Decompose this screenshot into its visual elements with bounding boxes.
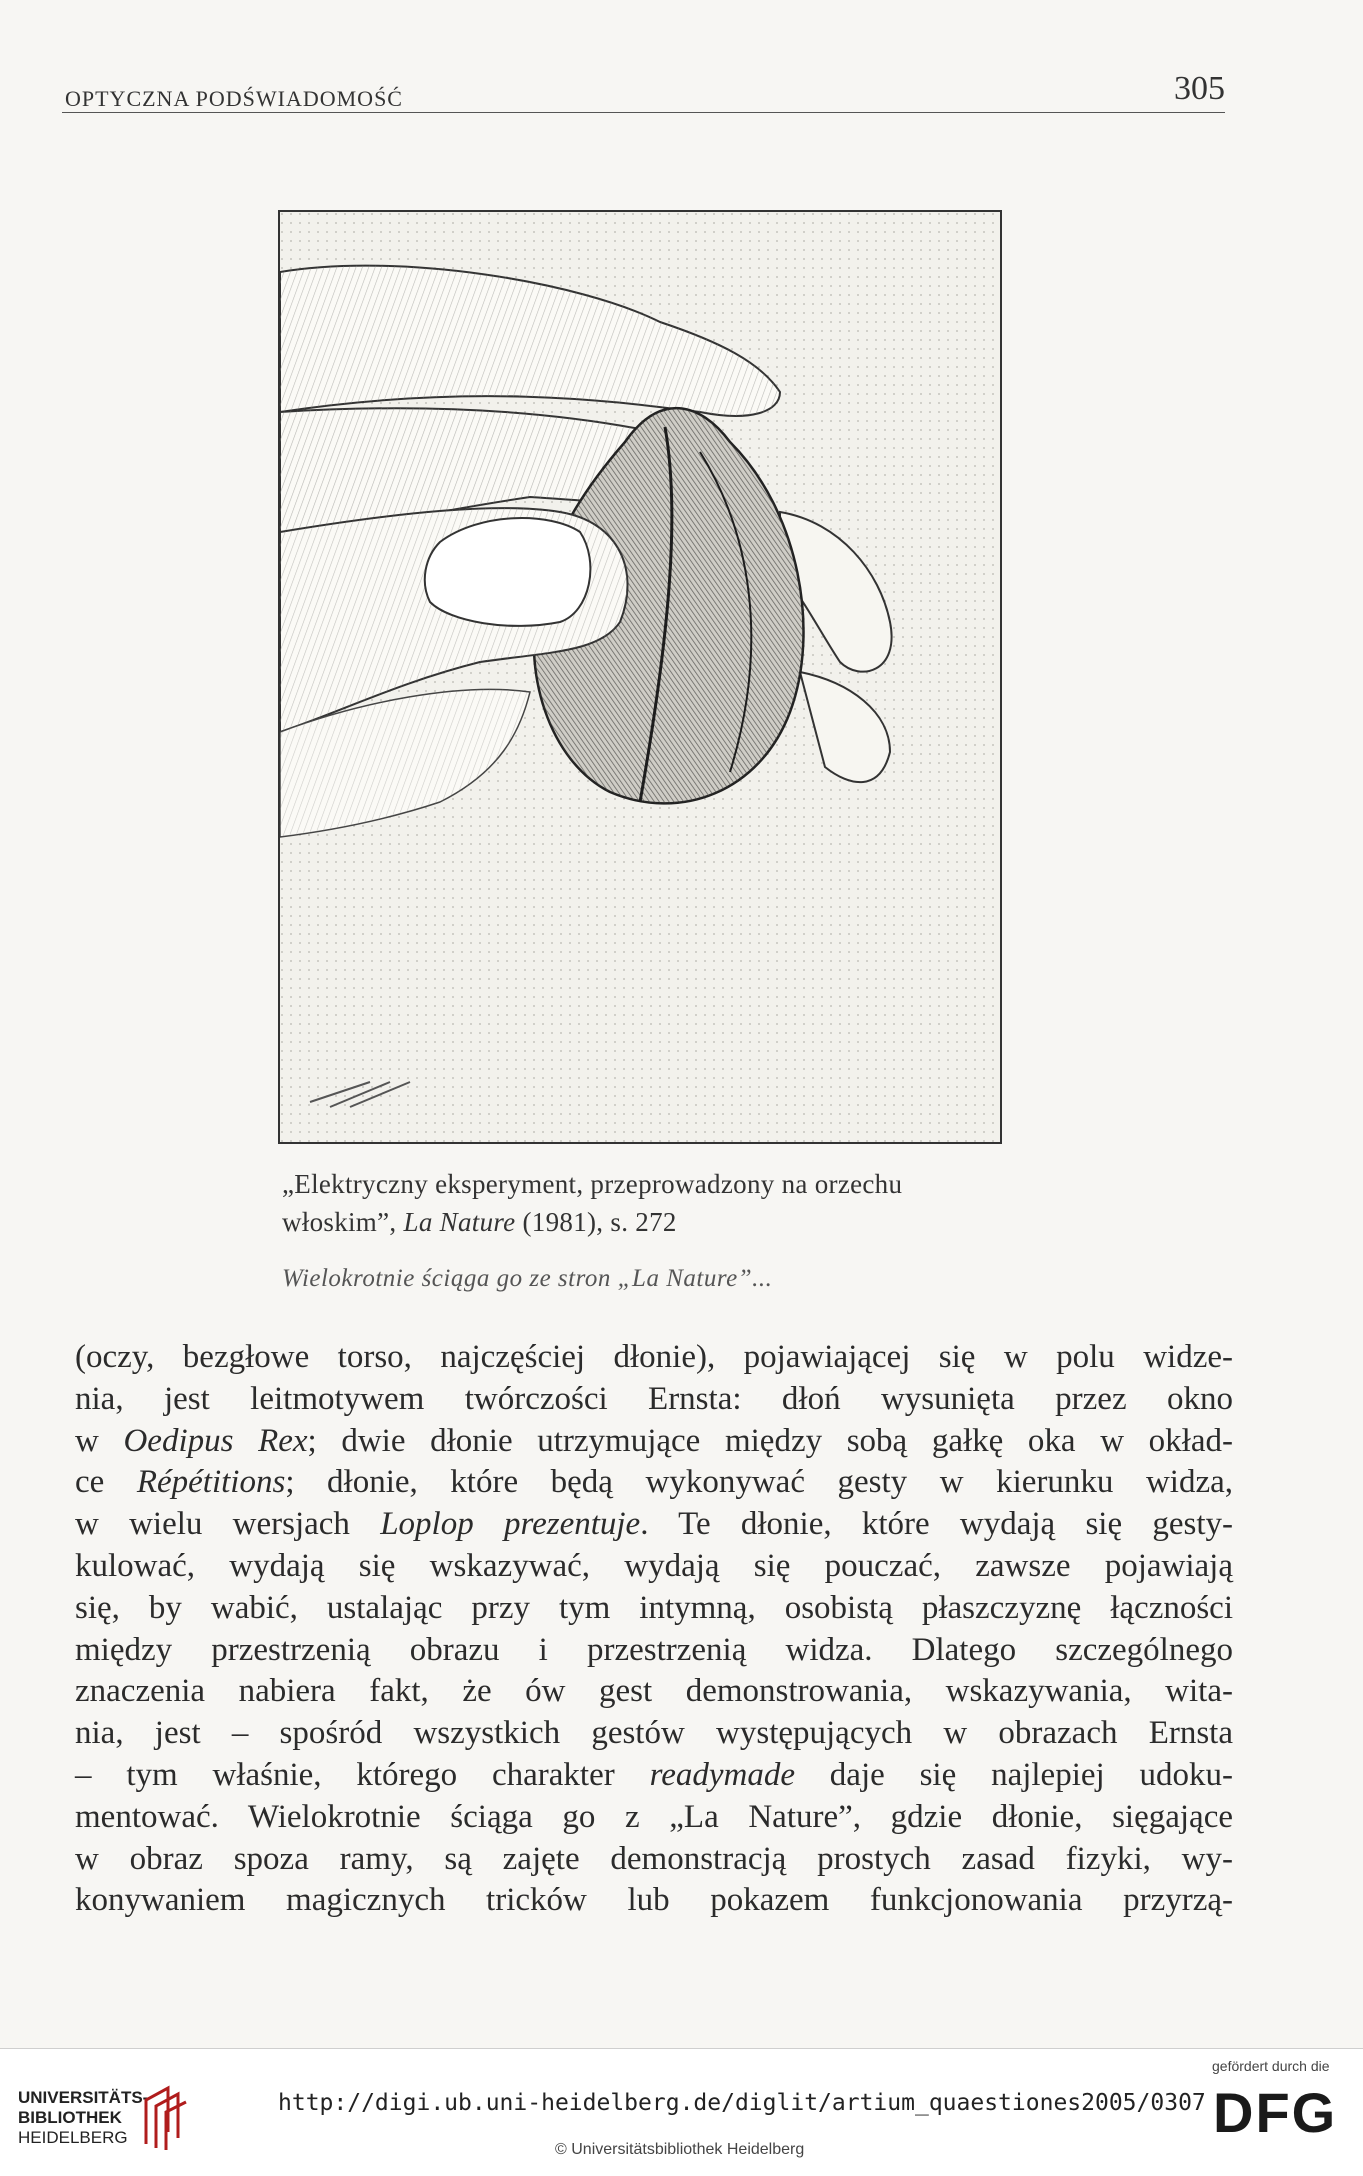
ub-line-3: HEIDELBERG xyxy=(18,2128,128,2147)
caption-source-title: La Nature xyxy=(403,1207,516,1237)
figure-caption xyxy=(282,1165,1042,1241)
dfg-funding-label: gefördert durch die xyxy=(1212,2058,1330,2074)
copyright-notice: © Universitätsbibliothek Heidelberg xyxy=(555,2141,805,2158)
dfg-logo: DFG xyxy=(1213,2081,1338,2144)
text-span: . Te dłonie, które wydają się gesty- xyxy=(640,1506,1234,1543)
text-line: znaczenia nabiera fakt, że ów gest demonstrowania, wskazywania, wita- xyxy=(75,1673,1233,1710)
text-line xyxy=(75,1462,1233,1504)
body-paragraph xyxy=(75,1337,1233,1922)
term-italic: readymade xyxy=(649,1756,795,1793)
text-line: kulować, wydają się wskazywać, wydają się pouczać, zawsze pojawiają xyxy=(75,1547,1233,1584)
figure-engraving xyxy=(278,210,1002,1144)
text-span: w wielu wersjach xyxy=(75,1506,381,1543)
text-line xyxy=(75,1755,1233,1797)
text-span: ce xyxy=(75,1464,137,1501)
ub-line-1: UNIVERSITÄTS- xyxy=(18,2088,149,2107)
text-line: nia, jest – spośród wszystkich gestów występujących w obrazach Ernsta xyxy=(75,1715,1233,1752)
text-line: się, by wabić, ustalając przy tym intymną, osobistą płaszczyznę łączności xyxy=(75,1589,1233,1626)
text-span: – tym właśnie, którego charakter xyxy=(75,1756,650,1793)
figure-subcaption: Wielokrotnie ściąga go ze stron „La Nature”... xyxy=(282,1265,773,1292)
text-span: ; dłonie, które będą wykonywać gesty w kierunku widza, xyxy=(285,1464,1233,1501)
text-line: mentować. Wielokrotnie ściąga go z „La Nature”, gdzie dłonie, sięgające xyxy=(75,1798,1233,1835)
title-italic: Loplop prezentuje xyxy=(380,1506,641,1543)
running-title: OPTYCZNA PODŚWIADOMOŚĆ xyxy=(65,86,403,111)
caption-line-2 xyxy=(282,1203,1042,1241)
caption-source-ref: (1981), s. 272 xyxy=(515,1207,677,1237)
digital-copy-link[interactable]: http://digi.ub.uni-heidelberg.de/diglit/artium_quaestiones2005/0307 xyxy=(278,2090,1206,2116)
text-span: ; dwie dłonie utrzymujące między sobą gałkę oka w okład- xyxy=(307,1422,1233,1459)
title-italic: Répétitions xyxy=(136,1464,286,1501)
text-line: nia, jest leitmotywem twórczości Ernsta: dłoń wysunięta przez okno xyxy=(75,1380,1233,1417)
text-line: (oczy, bezgłowe torso, najczęściej dłonie), pojawiającej się w polu widze- xyxy=(75,1339,1233,1375)
title-italic: Oedipus Rex xyxy=(123,1422,308,1459)
ub-heidelberg-logo-icon xyxy=(138,2082,190,2152)
text-line: w obraz spoza ramy, są zajęte demonstracją prostych zasad fizyki, wy- xyxy=(75,1840,1233,1877)
page-number: 305 xyxy=(1174,70,1225,107)
text-span: daje się najlepiej udoku- xyxy=(794,1756,1233,1793)
text-line xyxy=(75,1504,1233,1546)
text-line: konywaniem magicznych tricków lub pokazem funkcjonowania przyrzą- xyxy=(75,1882,1233,1919)
text-line xyxy=(75,1421,1233,1463)
caption-line-1: „Elektryczny eksperyment, przeprowadzony na orzechu xyxy=(282,1169,903,1199)
header-rule xyxy=(62,112,1225,113)
ub-heidelberg-label xyxy=(18,2088,148,2148)
text-line: między przestrzenią obrazu i przestrzenią widza. Dlatego szczególnego xyxy=(75,1631,1233,1668)
walnut-hand-icon xyxy=(280,212,1000,1142)
caption-text: włoskim”, xyxy=(282,1207,404,1237)
ub-line-2: BIBLIOTHEK xyxy=(18,2108,122,2127)
text-span: w xyxy=(75,1422,124,1459)
